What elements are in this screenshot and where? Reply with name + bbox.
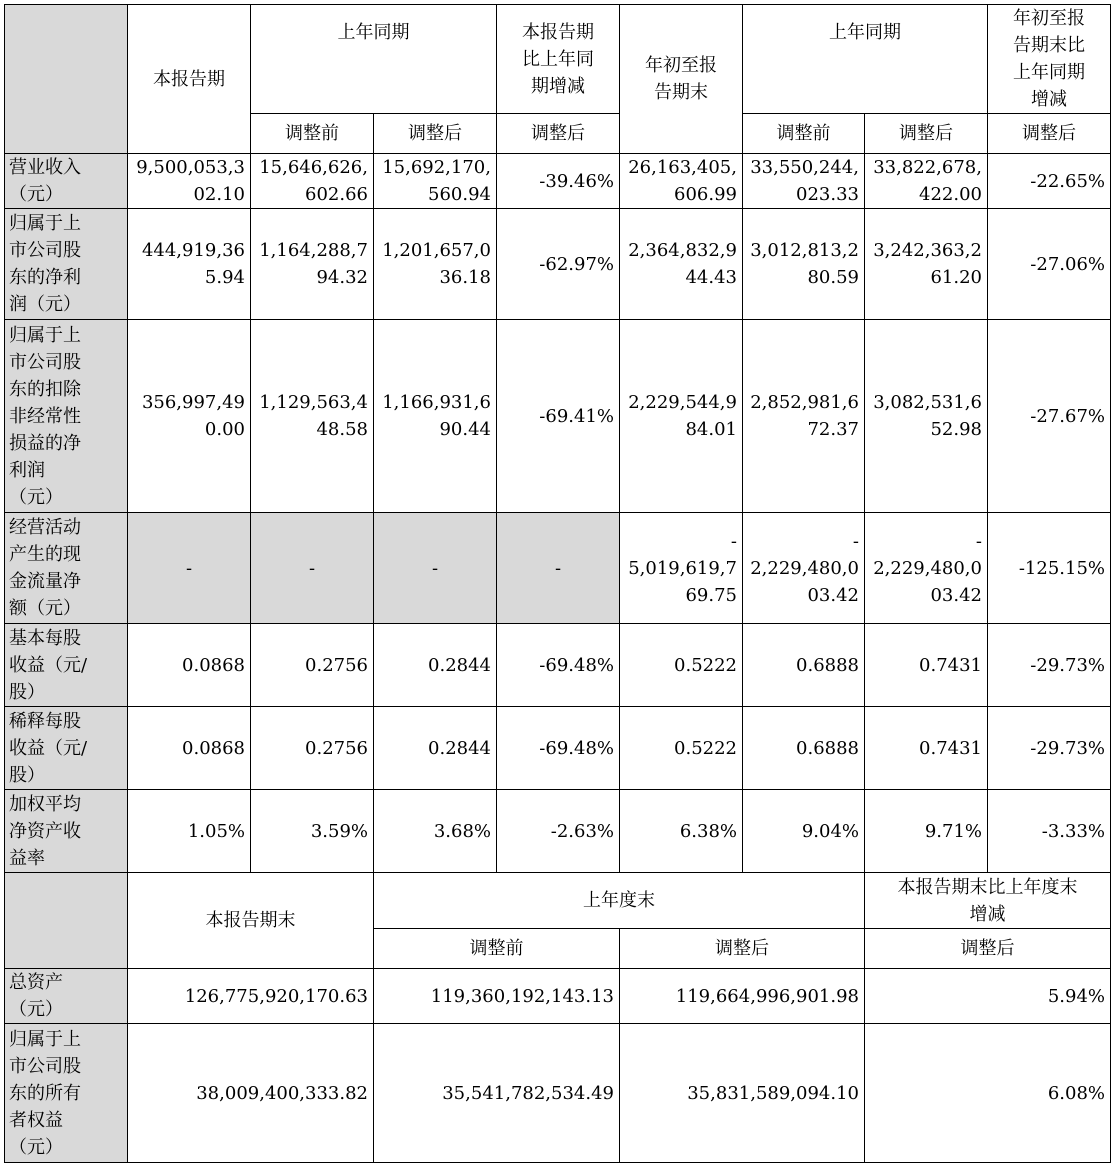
table-row bbox=[5, 1024, 1111, 1163]
cell: 119,360,192,143.13 bbox=[374, 969, 620, 1024]
row-label: 归属于上 市公司股 东的净利 润（元） bbox=[5, 209, 128, 320]
cell: 26,163,405, 606.99 bbox=[620, 154, 743, 209]
row-label: 加权平均 净资产收 益率 bbox=[5, 790, 128, 873]
cell: 0.5222 bbox=[620, 624, 743, 707]
table-row bbox=[5, 209, 1111, 320]
cell: 0.2844 bbox=[374, 624, 497, 707]
cell: 38,009,400,333.82 bbox=[128, 1024, 374, 1163]
cell: -27.06% bbox=[988, 209, 1111, 320]
row-label: 总资产 （元） bbox=[5, 969, 128, 1024]
cell: 3.68% bbox=[374, 790, 497, 873]
row-label: 基本每股 收益（元/ 股） bbox=[5, 624, 128, 707]
header-after-adjust-change: 调整后 bbox=[865, 929, 1111, 969]
cell: 15,692,170, 560.94 bbox=[374, 154, 497, 209]
header-prior-same-period: 上年同期 bbox=[251, 5, 497, 114]
header-before-adjust-2: 调整前 bbox=[743, 114, 865, 154]
header-after-adjust: 调整后 bbox=[620, 929, 865, 969]
cell: -3.33% bbox=[988, 790, 1111, 873]
cell: 126,775,920,170.63 bbox=[128, 969, 374, 1024]
cell: 0.7431 bbox=[865, 707, 988, 790]
cell: 1,164,288,7 94.32 bbox=[251, 209, 374, 320]
cell: 2,229,544,9 84.01 bbox=[620, 320, 743, 513]
table-row bbox=[5, 624, 1111, 707]
cell: - bbox=[251, 513, 374, 624]
header-before-adjust: 调整前 bbox=[251, 114, 374, 154]
cell: 444,919,36 5.94 bbox=[128, 209, 251, 320]
cell: 5.94% bbox=[865, 969, 1111, 1024]
row-label: 经营活动 产生的现 金流量净 额（元） bbox=[5, 513, 128, 624]
cell: 119,664,996,901.98 bbox=[620, 969, 865, 1024]
header-after-adjust-2: 调整后 bbox=[865, 114, 988, 154]
cell: 6.38% bbox=[620, 790, 743, 873]
cell: - 2,229,480,0 03.42 bbox=[743, 513, 865, 624]
cell: - bbox=[497, 513, 620, 624]
cell: 3,242,363,2 61.20 bbox=[865, 209, 988, 320]
corner-cell bbox=[5, 5, 128, 154]
cell: - bbox=[374, 513, 497, 624]
cell: 0.6888 bbox=[743, 624, 865, 707]
cell: 0.6888 bbox=[743, 707, 865, 790]
bottom-header-row bbox=[5, 873, 1111, 929]
table-row bbox=[5, 513, 1111, 624]
cell: 2,364,832,9 44.43 bbox=[620, 209, 743, 320]
cell: -69.48% bbox=[497, 624, 620, 707]
header-prior-same-period-2: 上年同期 bbox=[743, 5, 988, 114]
header-period-change: 本报告期 比上年同 期增减 bbox=[497, 5, 620, 114]
cell: 33,822,678, 422.00 bbox=[865, 154, 988, 209]
header-before-adjust: 调整前 bbox=[374, 929, 620, 969]
header-ytd: 年初至报 告期末 bbox=[620, 5, 743, 154]
cell: -69.41% bbox=[497, 320, 620, 513]
row-label: 归属于上 市公司股 东的扣除 非经常性 损益的净 利润 （元） bbox=[5, 320, 128, 513]
cell: -2.63% bbox=[497, 790, 620, 873]
cell: 2,852,981,6 72.37 bbox=[743, 320, 865, 513]
cell: -125.15% bbox=[988, 513, 1111, 624]
header-after-adjust-change-2: 调整后 bbox=[988, 114, 1111, 154]
cell: 356,997,49 0.00 bbox=[128, 320, 251, 513]
cell: -22.65% bbox=[988, 154, 1111, 209]
cell: 1,201,657,0 36.18 bbox=[374, 209, 497, 320]
cell: -69.48% bbox=[497, 707, 620, 790]
header-after-adjust: 调整后 bbox=[374, 114, 497, 154]
cell: 1.05% bbox=[128, 790, 251, 873]
row-label: 营业收入 （元） bbox=[5, 154, 128, 209]
cell: 15,646,626, 602.66 bbox=[251, 154, 374, 209]
header-current-period: 本报告期 bbox=[128, 5, 251, 154]
header-prior-year-end: 上年度末 bbox=[374, 873, 865, 929]
table-row bbox=[5, 154, 1111, 209]
row-label: 稀释每股 收益（元/ 股） bbox=[5, 707, 128, 790]
cell: -62.97% bbox=[497, 209, 620, 320]
header-change-vs-year-end: 本报告期末比上年度末 增减 bbox=[865, 873, 1111, 929]
row-label: 归属于上 市公司股 东的所有 者权益 （元） bbox=[5, 1024, 128, 1163]
cell: 35,831,589,094.10 bbox=[620, 1024, 865, 1163]
cell: 3.59% bbox=[251, 790, 374, 873]
header-after-adjust-change: 调整后 bbox=[497, 114, 620, 154]
cell: - bbox=[128, 513, 251, 624]
header-ytd-change: 年初至报 告期末比 上年同期 增减 bbox=[988, 5, 1111, 114]
cell: 0.7431 bbox=[865, 624, 988, 707]
table-row bbox=[5, 969, 1111, 1024]
cell: 9,500,053,3 02.10 bbox=[128, 154, 251, 209]
corner-cell bbox=[5, 873, 128, 969]
cell: 1,166,931,6 90.44 bbox=[374, 320, 497, 513]
cell: - 5,019,619,7 69.75 bbox=[620, 513, 743, 624]
financial-data-table bbox=[4, 4, 1111, 1163]
cell: 0.0868 bbox=[128, 707, 251, 790]
header-row bbox=[5, 5, 1111, 114]
table-row bbox=[5, 707, 1111, 790]
cell: 0.2844 bbox=[374, 707, 497, 790]
cell: 0.2756 bbox=[251, 707, 374, 790]
cell: 0.0868 bbox=[128, 624, 251, 707]
cell: -27.67% bbox=[988, 320, 1111, 513]
header-period-end: 本报告期末 bbox=[128, 873, 374, 969]
cell: -39.46% bbox=[497, 154, 620, 209]
cell: - 2,229,480,0 03.42 bbox=[865, 513, 988, 624]
cell: -29.73% bbox=[988, 624, 1111, 707]
table-row bbox=[5, 320, 1111, 513]
cell: 6.08% bbox=[865, 1024, 1111, 1163]
cell: -29.73% bbox=[988, 707, 1111, 790]
table-row bbox=[5, 790, 1111, 873]
cell: 9.04% bbox=[743, 790, 865, 873]
cell: 33,550,244, 023.33 bbox=[743, 154, 865, 209]
cell: 1,129,563,4 48.58 bbox=[251, 320, 374, 513]
cell: 3,082,531,6 52.98 bbox=[865, 320, 988, 513]
cell: 35,541,782,534.49 bbox=[374, 1024, 620, 1163]
cell: 3,012,813,2 80.59 bbox=[743, 209, 865, 320]
cell: 0.2756 bbox=[251, 624, 374, 707]
cell: 0.5222 bbox=[620, 707, 743, 790]
cell: 9.71% bbox=[865, 790, 988, 873]
